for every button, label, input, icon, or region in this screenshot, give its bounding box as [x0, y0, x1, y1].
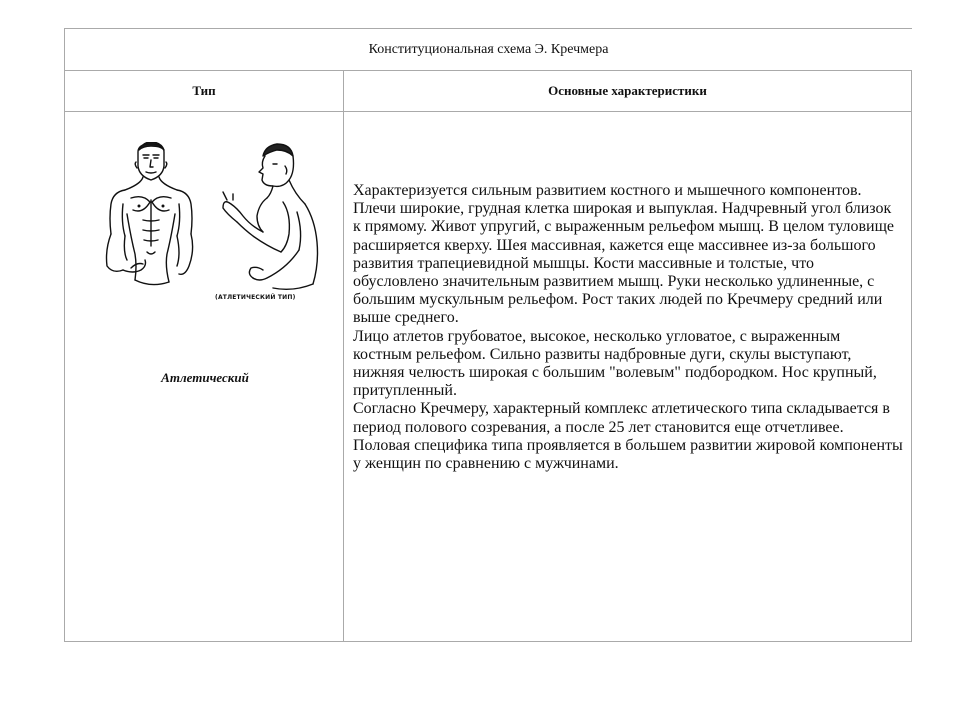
description-paragraph: Характеризуется сильным развитием костного и мышечного компонентов. [353, 182, 862, 199]
description-paragraph: Согласно Кречмеру, характерный комплекс атлетического типа складывается в период полового созревания, а после 25 лет становится еще отчетливее. Половая специфика типа проявляется в большем развитии жировой компоненты у женщин по сравнению с мужчинами. [353, 400, 903, 473]
constitution-table [64, 28, 912, 642]
type-name-athletic: Атлетический [161, 370, 249, 385]
header-characteristics [343, 70, 912, 112]
header-type [64, 70, 344, 112]
characteristics-description [353, 182, 903, 473]
front-view-figure [107, 142, 193, 285]
header-type-text: Тип [192, 83, 216, 98]
athletic-figure-illustration [87, 142, 337, 317]
table-title-text: Конституциональная схема Э. Кречмера [368, 41, 609, 57]
side-view-figure [223, 144, 318, 289]
athletic-figure-drawing [87, 142, 337, 317]
description-paragraph: Плечи широкие, грудная клетка широкая и выпуклая. Надчревный угол близок к прямому. Живот упругий, с выраженным рельефом мышц. В целом туловище расширяется кверху. Шея массивная, кажется еще массивнее из-за большого развития трапециевидной мышцы. Кости массивные и толстые, что обусловлено значительным развитием мышц. Руки несколько удлиненные, с большим мускульным рельефом. Рост таких людей по Кречмеру средний или выше среднего. [353, 200, 895, 327]
table-title [64, 28, 912, 71]
characteristics-cell [343, 111, 912, 642]
header-characteristics-text: Основные характеристики [548, 83, 707, 98]
figure-caption: (АТЛЕТИЧЕСКИЙ ТИП) [215, 294, 296, 301]
type-cell [64, 111, 344, 642]
description-paragraph: Лицо атлетов грубоватое, высокое, несколько угловатое, с выраженным костным рельефом. Сильно развиты надбровные дуги, скулы выступают, нижняя челюсть широкая с большим "волевым" подбородком. Нос крупный, притупленный. [353, 327, 877, 400]
